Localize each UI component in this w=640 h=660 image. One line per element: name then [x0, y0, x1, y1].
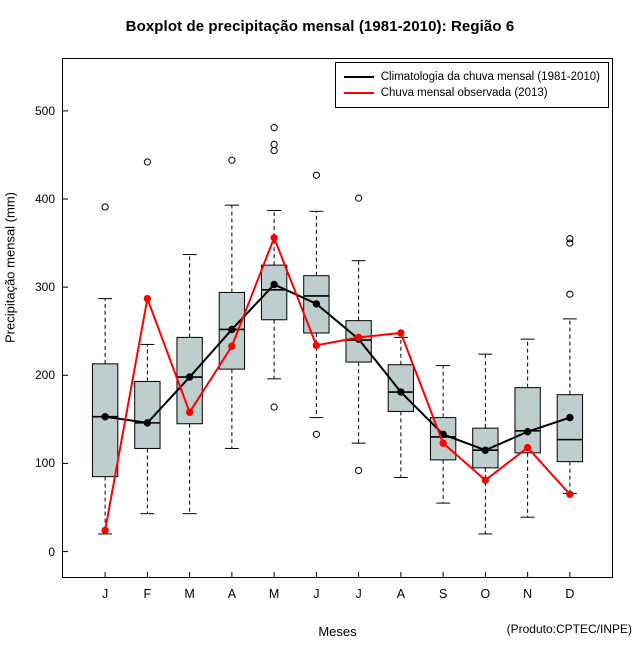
x-tick-label: J — [313, 587, 320, 601]
x-tick-label: A — [396, 587, 406, 601]
legend-item — [344, 69, 600, 85]
x-tick-label: D — [565, 587, 575, 601]
x-tick-label: S — [438, 587, 448, 601]
legend-line-icon — [344, 92, 374, 94]
x-tick-label: M — [268, 587, 280, 601]
page-title: Boxplot de precipitação mensal (1981-2010): Região 6 — [125, 18, 515, 35]
x-tick-label: F — [143, 587, 152, 601]
product-credit: (Produto:CPTEC/INPE) — [506, 622, 632, 636]
x-tick-label: A — [227, 587, 237, 601]
y-tick-label: 100 — [34, 456, 55, 471]
y-axis-label: Precipitação mensal (mm) — [2, 192, 18, 343]
x-tick-label: J — [355, 587, 362, 601]
y-tick-label: 200 — [34, 368, 55, 383]
y-tick-label: 300 — [34, 280, 55, 295]
y-tick-label: 0 — [48, 544, 55, 559]
x-tick-label: J — [102, 587, 109, 601]
legend-item-label: Climatologia da chuva mensal (1981-2010) — [380, 71, 600, 83]
y-tick-label: 500 — [34, 103, 55, 118]
x-tick-label: O — [480, 587, 491, 601]
legend-item — [344, 85, 600, 101]
legend-line-icon — [344, 76, 374, 78]
chart-legend — [335, 62, 609, 108]
plot-area — [34, 58, 613, 601]
chart-graphics — [62, 58, 613, 578]
y-tick-label: 400 — [34, 192, 55, 207]
x-tick-label: N — [523, 587, 533, 601]
legend-item-label: Chuva mensal observada (2013) — [380, 87, 548, 99]
x-tick-label: M — [184, 587, 195, 601]
x-axis-label: Meses — [318, 624, 357, 639]
